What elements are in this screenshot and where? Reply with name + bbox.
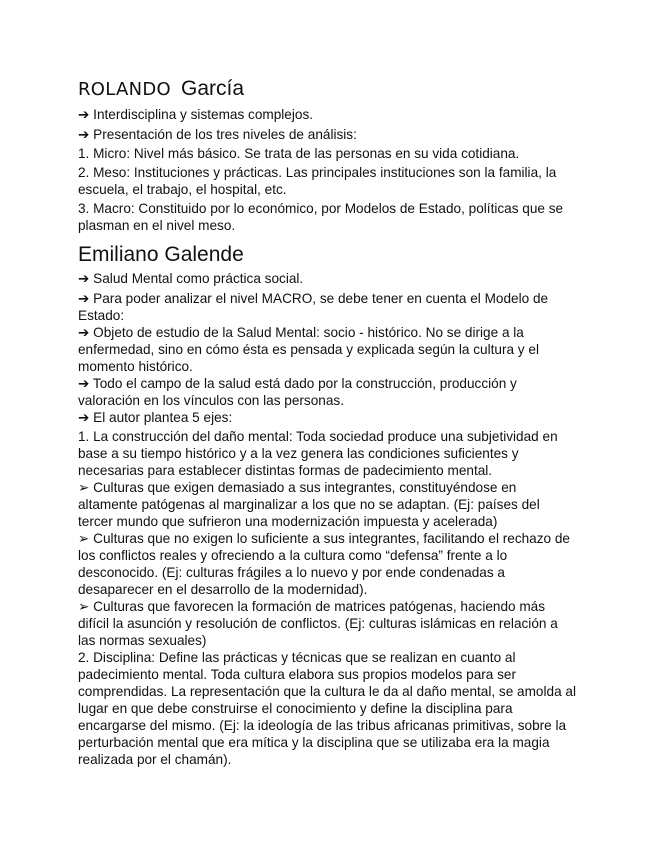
paragraph-interdisciplina: ➔ Interdisciplina y sistemas complejos. — [78, 107, 314, 122]
paragraph-macro: 3. Macro: Constituido por lo económico, por Modelos de Estado, políticas que se plasman en el nivel meso. — [78, 201, 564, 233]
heading-rolando-garcia — [78, 76, 578, 103]
paragraph-culturas-patogenas: ➢ Culturas que favorecen la formación de matrices patógenas, haciendo más difícil la asunción y resolución de conflictos. (Ej: culturas islámicas en relación a las normas sexuales) — [78, 599, 558, 648]
paragraph-cinco-ejes: ➔ El autor plantea 5 ejes: — [78, 410, 233, 425]
paragraph-niveles: ➔ Presentación de los tres niveles de análisis: — [78, 127, 357, 142]
paragraph-campo-salud: ➔ Todo el campo de la salud está dado por la construcción, producción y valoración en los vínculos con las personas. — [78, 376, 517, 408]
paragraph-meso: 2. Meso: Instituciones y prácticas. Las principales instituciones son la familia, la escuela, el trabajo, el hospital, etc. — [78, 165, 557, 197]
paragraph-salud-mental: ➔ Salud Mental como práctica social. — [78, 271, 304, 286]
paragraph-disciplina: 2. Disciplina: Define las prácticas y técnicas que se realizan en cuanto al padecimiento mental. Toda cultura elabora sus propios modelos para ser comprendidas. La representación que la cultura le da al daño mental, se amolda al lugar en que debe construirse el conocimiento y define la disciplina para encargarse del mismo. (Ej: la ideología de las tribus africanas primitivas, sobre la perturbación mental que era mítica y la disciplina que se utilizaba era la magia realizada por el chamán). — [78, 650, 576, 767]
paragraph-nivel-macro: ➔ Para poder analizar el nivel MACRO, se debe tener en cuenta el Modelo de Estado: — [78, 291, 549, 323]
paragraph-culturas-no-exigen: ➢ Culturas que no exigen lo suficiente a sus integrantes, facilitando el rechazo de los conflictos reales y ofreciendo a la cultura como “defensa” frente a lo desconocido. (Ej: culturas frágiles a lo nuevo y por ende condenadas a desaparecer en el desarrollo de la modernidad). — [78, 531, 570, 597]
heading-last-name: García — [181, 77, 245, 100]
paragraph-objeto-estudio: ➔ Objeto de estudio de la Salud Mental: socio - histórico. No se dirige a la enfermedad, sino en cómo ésta es pensada y explicada según la cultura y el momento histórico. — [78, 325, 539, 374]
document-content — [78, 76, 578, 768]
heading-first-name: ROLANDO — [78, 79, 172, 100]
paragraph-micro: 1. Micro: Nivel más básico. Se trata de las personas en su vida cotidiana. — [78, 146, 520, 161]
heading-emiliano-galende: Emiliano Galende — [78, 243, 244, 266]
paragraph-dano-mental: 1. La construcción del daño mental: Toda sociedad produce una subjetividad en base a su tiempo histórico y a la vez genera las condiciones suficientes y necesarias para establecer distintas formas de padecimiento mental. — [78, 429, 558, 478]
paragraph-culturas-exigen: ➢ Culturas que exigen demasiado a sus integrantes, constituyéndose en altamente patógenas al marginalizar a los que no se adaptan. (Ej: países del tercer mundo que sufrieron una modernización impuesta y acelerada) — [78, 480, 540, 529]
